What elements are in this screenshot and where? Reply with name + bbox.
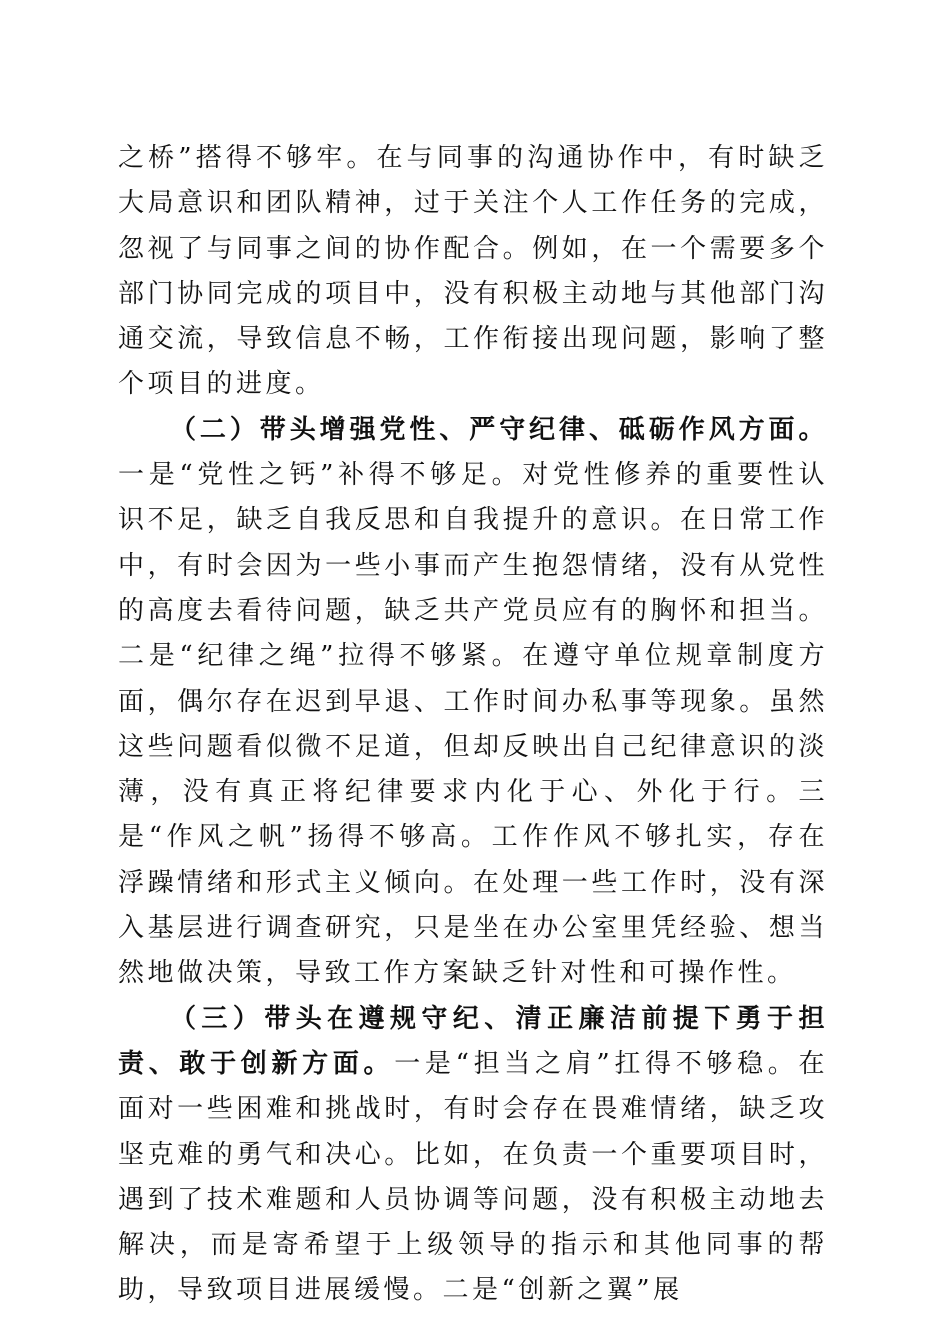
paragraph-continuation xyxy=(118,136,828,408)
paragraph-text: 一是“党性之钙”补得不够足。对党性修养的重要性认识不足，缺乏自我反思和自我提升的意识。在日常工作中，有时会因为一些小事而产生抱怨情绪，没有从党性的高度去看待问题，缺乏共产党员应有的胸怀和担当。二是“纪律之绳”拉得不够紧。在遵守单位规章制度方面，偶尔存在迟到早退、工作时间办私事等现象。虽然这些问题看似微不足道，但却反映出自己纪律意识的淡薄，没有真正将纪律要求内化于心、外化于行。三是“作风之帆”扬得不够高。工作作风不够扎实，存在浮躁情绪和形式主义倾向。在处理一些工作时，没有深入基层进行调查研究，只是坐在办公室里凭经验、想当然地做决策，导致工作方案缺乏针对性和可操作性。 xyxy=(118,460,828,989)
paragraph-text: 一是“担当之肩”扛得不够稳。在面对一些困难和挑战时，有时会存在畏难情绪，缺乏攻坚克难的勇气和决心。比如，在负责一个重要项目时，遇到了技术难题和人员协调等问题，没有积极主动地去解决，而是寄希望于上级领导的指示和其他同事的帮助，导致项目进展缓慢。二是“创新之翼”展 xyxy=(118,1048,828,1306)
paragraph-text: 之桥”搭得不够牢。在与同事的沟通协作中，有时缺乏大局意识和团队精神，过于关注个人工作任务的完成，忽视了与同事之间的协作配合。例如，在一个需要多个部门协同完成的项目中，没有积极主动地与其他部门沟通交流，导致信息不畅，工作衔接出现问题，影响了整个项目的进度。 xyxy=(118,143,828,400)
section-heading: （二）带头增强党性、严守纪律、砥砺作风方面。 xyxy=(170,414,828,445)
section-heading: （三）带头在遵规守纪、清正廉洁前提下勇于担责、敢于创新方面。 xyxy=(118,1003,828,1079)
paragraph-section-two xyxy=(118,408,828,997)
document-page xyxy=(118,136,828,1314)
paragraph-section-three xyxy=(118,997,828,1314)
